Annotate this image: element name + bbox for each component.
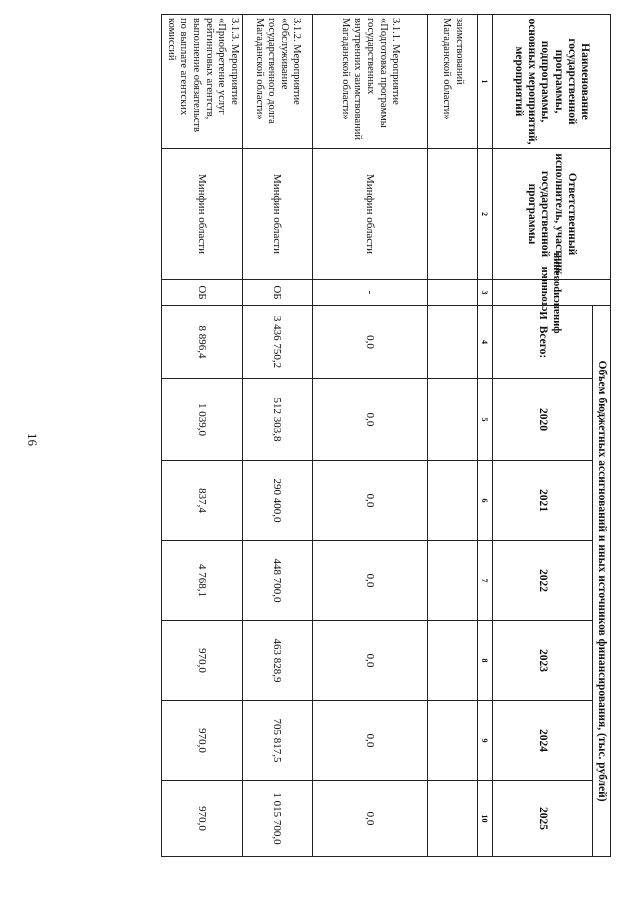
row-value: 0,0 <box>312 621 427 701</box>
row-value <box>427 781 477 857</box>
column-number: 5 <box>477 379 492 461</box>
row-source: ОБ <box>242 280 312 306</box>
column-number: 7 <box>477 541 492 621</box>
row-value <box>427 379 477 461</box>
header-source-label: Источники финансирования <box>539 252 563 333</box>
row-value: 0,0 <box>312 461 427 541</box>
header-year: 2022 <box>492 541 592 621</box>
row-source <box>427 280 477 306</box>
table-row <box>242 15 312 857</box>
row-source: ОБ <box>162 280 243 306</box>
row-name: 3.1.2. Мероприятие «Обслуживание государственного долга Магаданской области» <box>242 15 312 149</box>
column-number: 10 <box>477 781 492 857</box>
header-row-1 <box>592 15 610 857</box>
row-value <box>427 541 477 621</box>
header-year: 2024 <box>492 701 592 781</box>
row-total: 0,0 <box>312 306 427 379</box>
header-source <box>492 252 610 333</box>
rotated-table-page <box>165 14 611 856</box>
header-volume: Объем бюджетных ассигнований и иных источников финансирования, (тыс. рублей) <box>592 306 610 857</box>
row-value: 705 817,5 <box>242 701 312 781</box>
row-name: заимствований Магаданской области» <box>427 15 477 149</box>
row-total <box>427 306 477 379</box>
header-year: 2020 <box>492 379 592 461</box>
column-number-row <box>477 15 492 857</box>
column-number: 8 <box>477 621 492 701</box>
row-value: 970,0 <box>162 701 243 781</box>
page-number: 16 <box>25 433 40 446</box>
row-value: 837,4 <box>162 461 243 541</box>
row-executor: Минфин области <box>242 149 312 280</box>
column-number: 6 <box>477 461 492 541</box>
row-total: 8 896,4 <box>162 306 243 379</box>
row-value: 970,0 <box>162 781 243 857</box>
row-value: 0,0 <box>312 379 427 461</box>
table-row <box>427 15 477 857</box>
row-value: 290 400,0 <box>242 461 312 541</box>
row-value: 448 700,0 <box>242 541 312 621</box>
financing-table <box>161 14 611 857</box>
table-row <box>162 15 243 857</box>
row-total: 3 436 750,2 <box>242 306 312 379</box>
header-executor: Ответственный исполнитель, участник государственной программы <box>492 149 610 280</box>
row-name: 3.1.1. Мероприятие «Подготовка программы государственных внутренних заимствований Магаданской области» <box>312 15 427 149</box>
column-number: 1 <box>477 15 492 149</box>
row-value: 463 828,9 <box>242 621 312 701</box>
row-value <box>427 701 477 781</box>
row-executor: Минфин области <box>312 149 427 280</box>
row-name: 3.1.3. Мероприятие «Приобретение услуг рейтинговых агентств, выполнение обязательств по выплате агентских комиссий <box>162 15 243 149</box>
row-value: 970,0 <box>162 621 243 701</box>
header-year: 2021 <box>492 461 592 541</box>
header-name: Наименование государственной программы, подпрограммы, основных мероприятий, мероприятий <box>492 15 610 149</box>
row-value: 1 039,0 <box>162 379 243 461</box>
header-year: 2023 <box>492 621 592 701</box>
row-value: 0,0 <box>312 701 427 781</box>
table-row <box>312 15 427 857</box>
row-value: 1 015 700,0 <box>242 781 312 857</box>
header-total: Всего: <box>492 306 592 379</box>
row-value: 4 768,1 <box>162 541 243 621</box>
header-year: 2025 <box>492 781 592 857</box>
row-value: 0,0 <box>312 541 427 621</box>
row-value: 0,0 <box>312 781 427 857</box>
row-source: - <box>312 280 427 306</box>
column-number: 4 <box>477 306 492 379</box>
row-value <box>427 621 477 701</box>
column-number: 3 <box>477 280 492 306</box>
row-value <box>427 461 477 541</box>
column-number: 2 <box>477 149 492 280</box>
column-number: 9 <box>477 701 492 781</box>
row-executor: Минфин области <box>162 149 243 280</box>
row-executor <box>427 149 477 280</box>
row-value: 512 303,8 <box>242 379 312 461</box>
